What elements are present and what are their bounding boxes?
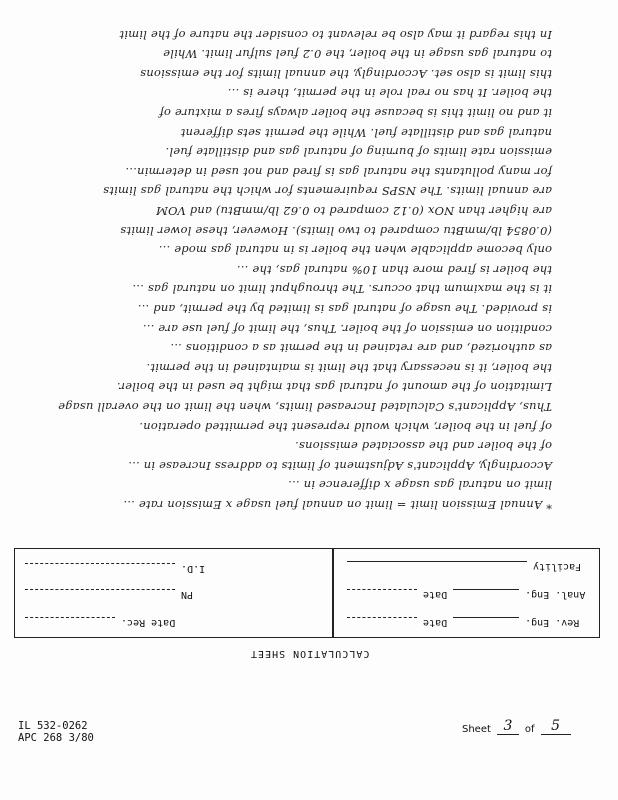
handwritten-line: to natural gas usage in the boiler, the 0.2 fuel sulfur limit. While xyxy=(162,47,552,62)
handwritten-line: Accordingly, Applicant's Adjustment of limits to address Increase in ... xyxy=(128,458,552,473)
form-code-2: APC 268 3/80 xyxy=(18,732,94,744)
date-rec-field xyxy=(25,617,115,628)
handwritten-line: is provided. The usage of natural gas is limited by the permit, and ... xyxy=(137,302,552,316)
sheet-number: 3 xyxy=(497,718,519,735)
handwritten-line: limit on natural gas usage x difference in ... xyxy=(288,478,552,493)
of-label: of xyxy=(524,724,535,735)
handwritten-line: are annual limits. The NSPS requirements for which the natural gas limits xyxy=(102,184,552,199)
date-label-1: Date xyxy=(423,617,448,628)
handwritten-line: the boiler, it is necessary that the limit is maintained in the permit. xyxy=(146,360,552,375)
handwritten-line: the boiler. It has no real role in the permit, there is ... xyxy=(227,86,552,101)
handwritten-line: emission rate limits of burning of natural gas and distillate fuel. xyxy=(165,145,552,160)
facility-label: Facility xyxy=(533,561,582,572)
handwritten-line: it is the maximum that occurs. The throughput limit on natural gas ... xyxy=(132,282,552,297)
total-sheets: 5 xyxy=(541,718,571,735)
form-title: CALCULATION SHEET xyxy=(250,648,370,659)
handwritten-line: it and no limit this is because the boiler always fires a mixture of xyxy=(159,106,552,120)
id-field xyxy=(25,563,175,574)
handwritten-line: only become applicable when the boiler is in natural gas mode ... xyxy=(158,243,552,258)
form-row-rev-eng xyxy=(341,617,595,631)
handwritten-line: this limit is also set. Accordingly, the annual limits for the emissions xyxy=(140,66,552,81)
form-code-1: IL 532-0262 xyxy=(18,720,88,732)
rev-eng-label: Rev. Eng. xyxy=(525,617,580,628)
calculation-form xyxy=(14,548,600,638)
handwritten-line: Limitation of the amount of natural gas that might be used in the boiler. xyxy=(116,380,552,395)
handwritten-line: Thus, Applicant's Calculated Increased limits, when the limit on the overall usage xyxy=(58,400,552,414)
handwritten-line: of the boiler and the associated emissions. xyxy=(294,439,552,454)
date-rec-label: Date Rec. xyxy=(121,617,176,628)
sheet-label: Sheet xyxy=(462,724,491,735)
anal-eng-field xyxy=(453,589,519,600)
handwritten-line: are higher than NOx (0.12 compared to 0.62 lb/mmBtu) and VOM xyxy=(155,204,552,218)
handwritten-line: condition on emission of the boiler. Thus, the limit of fuel use are ... xyxy=(142,321,552,336)
handwritten-line: (0.0854 lb/mmBtu compared to two limits). However, these lower limits xyxy=(120,223,552,238)
handwritten-line: the boiler is fired more than 10% natural gas, the ... xyxy=(236,262,552,277)
date-label-2: Date xyxy=(423,589,448,600)
form-row-pn xyxy=(19,589,319,603)
handwritten-line: * Annual Emission limit = limit on annual fuel usage x Emission rate ... xyxy=(123,498,552,512)
handwritten-line: as authorized, and are retained in the permit as a conditions ... xyxy=(170,341,552,356)
pn-field xyxy=(25,589,175,600)
form-row-facility xyxy=(341,561,595,575)
anal-eng-date-field xyxy=(347,589,417,600)
rev-eng-field xyxy=(453,617,519,628)
handwritten-line: In this regard it may also be relevant to consider the nature of the limit xyxy=(119,27,552,42)
handwritten-line: for many pollutants the natural gas is fired and not used in determin... xyxy=(125,164,552,179)
handwritten-line: of fuel in the boiler, which would represent the permitted operation. xyxy=(139,419,552,434)
form-codes xyxy=(18,720,94,744)
form-row-anal-eng xyxy=(341,589,595,603)
form-row-id xyxy=(19,563,319,577)
id-label: I.D. xyxy=(181,563,206,574)
rev-eng-date-field xyxy=(347,617,417,628)
pn-label: PN xyxy=(181,589,194,600)
form-row-date-rec xyxy=(19,617,319,631)
form-divider xyxy=(332,549,334,637)
sheet-counter xyxy=(462,718,577,735)
facility-field xyxy=(347,561,527,572)
handwritten-line: natural gas and distillate fuel. While the permit sets different xyxy=(180,125,552,140)
anal-eng-label: Anal. Eng. xyxy=(525,589,586,600)
